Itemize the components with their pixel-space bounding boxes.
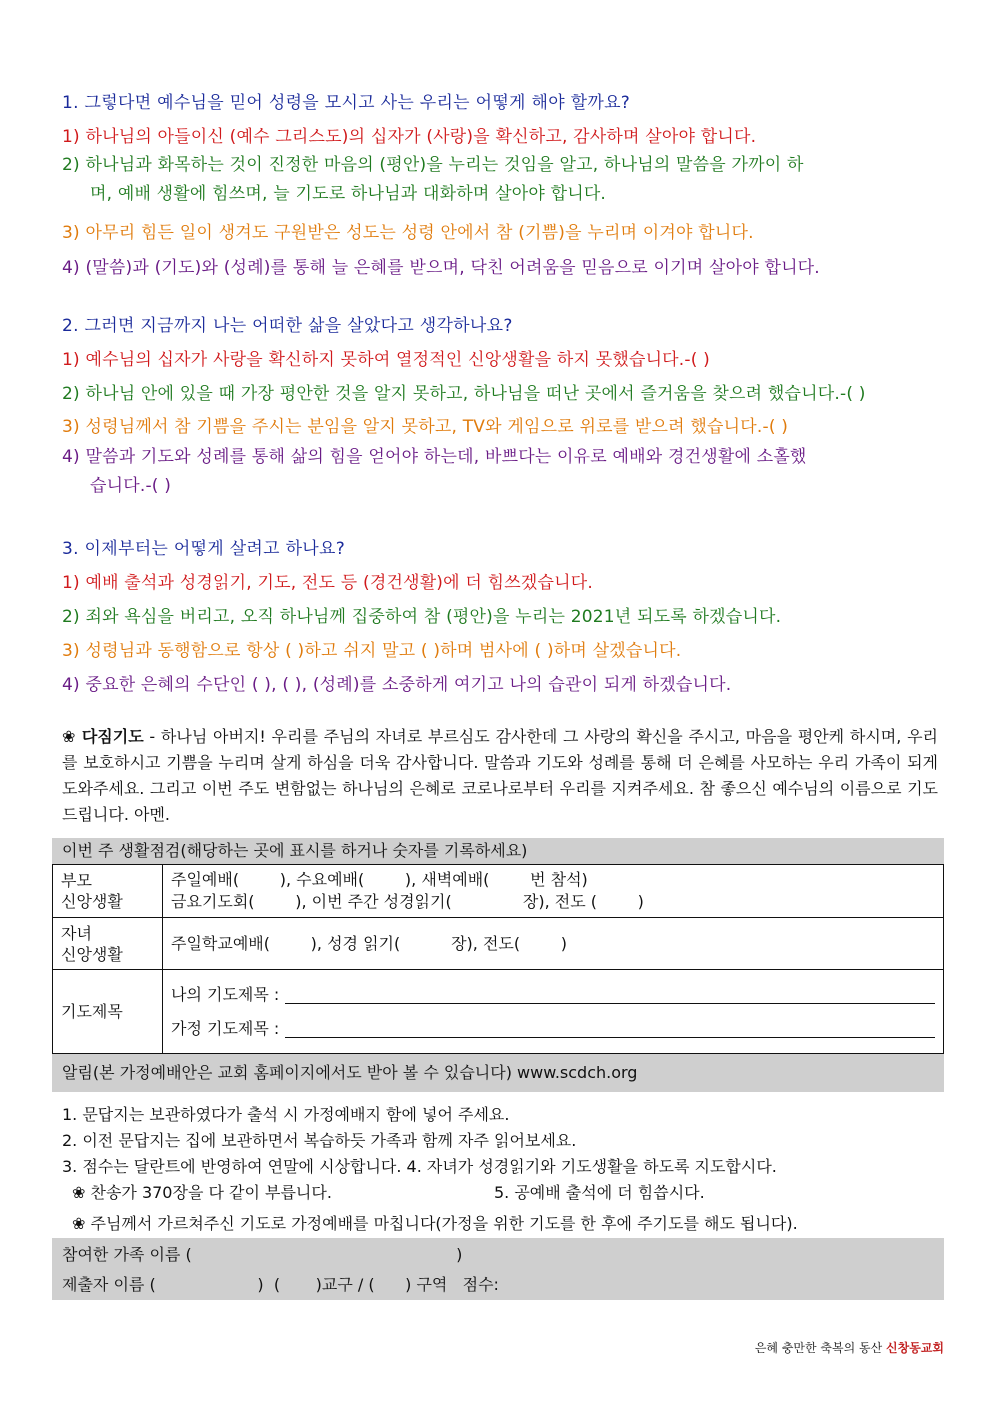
- prayer-title: 다짐기도: [81, 727, 144, 746]
- notice-1: 1. 문답지는 보관하였다가 출석 시 가정예배지 함에 넣어 주세요.: [62, 1105, 510, 1124]
- section2-answer-2: 2) 하나님 안에 있을 때 가장 평안한 것을 알지 못하고, 하나님을 떠난 곳에서 즐거움을 찾으려 했습니다.-( ): [62, 384, 866, 404]
- family-names-field[interactable]: 참여한 가족 이름 ( ): [62, 1245, 463, 1264]
- submitter-field[interactable]: 제출자 이름 ( ) ( )교구 / ( ) 구역 점수:: [62, 1275, 499, 1294]
- notice-5: 5. 공예배 출석에 더 힘씁시다.: [494, 1183, 705, 1202]
- section2-answer-1: 1) 예수님의 십자가 사랑을 확신하지 못하여 열정적인 신앙생활을 하지 못했습니다.-( ): [62, 350, 711, 370]
- section2-question: 2. 그러면 지금까지 나는 어떠한 삶을 살았다고 생각하나요?: [62, 316, 513, 336]
- section2-answer-4: [62, 443, 942, 501]
- family-prayer-label: 가정 기도제목 :: [171, 1018, 280, 1038]
- my-prayer-label: 나의 기도제목 :: [171, 984, 280, 1004]
- section2-answer-4-line2: 습니다.-( ): [90, 476, 172, 496]
- checklist-header: 이번 주 생활점검(해당하는 곳에 표시를 하거나 숫자를 기록하세요): [52, 838, 944, 864]
- children-row: [53, 918, 943, 970]
- notice-3: 3. 점수는 달란트에 반영하여 연말에 시상합니다. 4. 자녀가 성경읽기와 기도생활을 하도록 지도합시다.: [62, 1157, 777, 1176]
- section1-answer-1: 1) 하나님의 아들이신 (예수 그리스도)의 십자가 (사랑)을 확신하고, 감사하며 살아야 합니다.: [62, 127, 757, 147]
- flower-icon: ❀: [62, 727, 77, 746]
- notice-lords-prayer: ❀ 주님께서 가르쳐주신 기도로 가정예배를 마칩니다(가정을 위한 기도를 한 후에 주기도를 해도 됩니다).: [72, 1214, 798, 1233]
- section2-answer-3: 3) 성령님께서 참 기쁨을 주시는 분임을 알지 못하고, TV와 게임으로 위로를 받으려 했습니다.-( ): [62, 417, 789, 437]
- prayer-text: - 하나님 아버지! 우리를 주님의 자녀로 부르심도 감사한데 그 사랑의 확신을 주시고, 마음을 평안케 하시며, 우리를 보호하시고 기쁨을 누리며 살게 하심을 더욱 감사합니다. 말씀과 기도와 성례를 통해 더 은혜를 사모하는 우리 가족이 되게 도와주세요. 그리고 이번 주도 변함없는 하나님의 은혜로 코로나로부터 우리를 지켜주세요. 참 좋으신 예수님의 이름으로 기도드립니다. 아멘.: [62, 727, 938, 824]
- footer-motto: 은혜 충만한 축복의 동산: [754, 1341, 887, 1355]
- children-line[interactable]: 주일학교예배( ), 성경 읽기( 장), 전도( ): [171, 933, 568, 953]
- weekly-checklist: [52, 864, 944, 1054]
- section1-answer-3: 3) 아무리 힘든 일이 생겨도 구원받은 성도는 성령 안에서 참 (기쁨)을 누리며 이겨야 합니다.: [62, 223, 754, 243]
- commitment-prayer: [62, 724, 938, 828]
- section1-answer-2-line1: 2) 하나님과 화목하는 것이 진정한 마음의 (평안)을 누리는 것임을 알고, 하나님의 말씀을 가까이 하: [62, 155, 804, 175]
- section3-answer-2: 2) 죄와 욕심을 버리고, 오직 하나님께 집중하여 참 (평안)을 누리는 2021년 되도록 하겠습니다.: [62, 607, 782, 627]
- submission-box: [52, 1238, 944, 1300]
- section3-answer-4: 4) 중요한 은혜의 수단인 ( ), ( ), (성례)를 소중하게 여기고 나의 습관이 되게 하겠습니다.: [62, 675, 732, 695]
- prayer-topics-row: [53, 970, 943, 1053]
- parents-fields[interactable]: [163, 865, 943, 917]
- notice-hymn: ❀ 찬송가 370장을 다 같이 부릅니다.: [72, 1183, 332, 1202]
- notice-2: 2. 이전 문답지는 집에 보관하면서 복습하듯 가족과 함께 자주 읽어보세요.: [62, 1131, 577, 1150]
- prayer-topics-label: 기도제목: [53, 970, 163, 1053]
- children-label: 자녀 신앙생활: [53, 918, 163, 969]
- prayer-topics-fields: [163, 970, 943, 1053]
- section1-answer-2: [62, 151, 942, 209]
- section2-answer-4-line1: 4) 말씀과 기도와 성례를 통해 삶의 힘을 얻어야 하는데, 바쁘다는 이유로 예배와 경건생활에 소홀했: [62, 447, 807, 467]
- family-prayer-input[interactable]: [285, 1019, 935, 1038]
- parents-label: 부모 신앙생활: [53, 865, 163, 917]
- section1-question: 1. 그렇다면 예수님을 믿어 성령을 모시고 사는 우리는 어떻게 해야 할까요?: [62, 93, 631, 113]
- parents-line-1[interactable]: 주일예배( ), 수요예배( ), 새벽예배( 번 참석): [171, 870, 588, 889]
- children-fields[interactable]: [163, 918, 943, 969]
- notice-header: 알림(본 가정예배안은 교회 홈페이지에서도 받아 볼 수 있습니다) www.scdch.org: [52, 1054, 944, 1092]
- church-name: 신창동교회: [886, 1341, 944, 1355]
- section3-answer-3: 3) 성령님과 동행함으로 항상 ( )하고 쉬지 말고 ( )하며 범사에 ( )하며 살겠습니다.: [62, 641, 682, 661]
- section1-answer-2-line2: 며, 예배 생활에 힘쓰며, 늘 기도로 하나님과 대화하며 살아야 합니다.: [90, 184, 607, 204]
- my-prayer-input[interactable]: [285, 985, 935, 1004]
- parents-row: [53, 865, 943, 918]
- section1-answer-4: 4) (말씀)과 (기도)와 (성례)를 통해 늘 은혜를 받으며, 닥친 어려움을 믿음으로 이기며 살아야 합니다.: [62, 258, 820, 278]
- footer: [755, 1339, 944, 1356]
- parents-line-2[interactable]: 금요기도회( ), 이번 주간 성경읽기( 장), 전도 ( ): [171, 892, 644, 911]
- section3-answer-1: 1) 예배 출석과 성경읽기, 기도, 전도 등 (경건생활)에 더 힘쓰겠습니다.: [62, 573, 593, 593]
- section3-question: 3. 이제부터는 어떻게 살려고 하나요?: [62, 539, 346, 559]
